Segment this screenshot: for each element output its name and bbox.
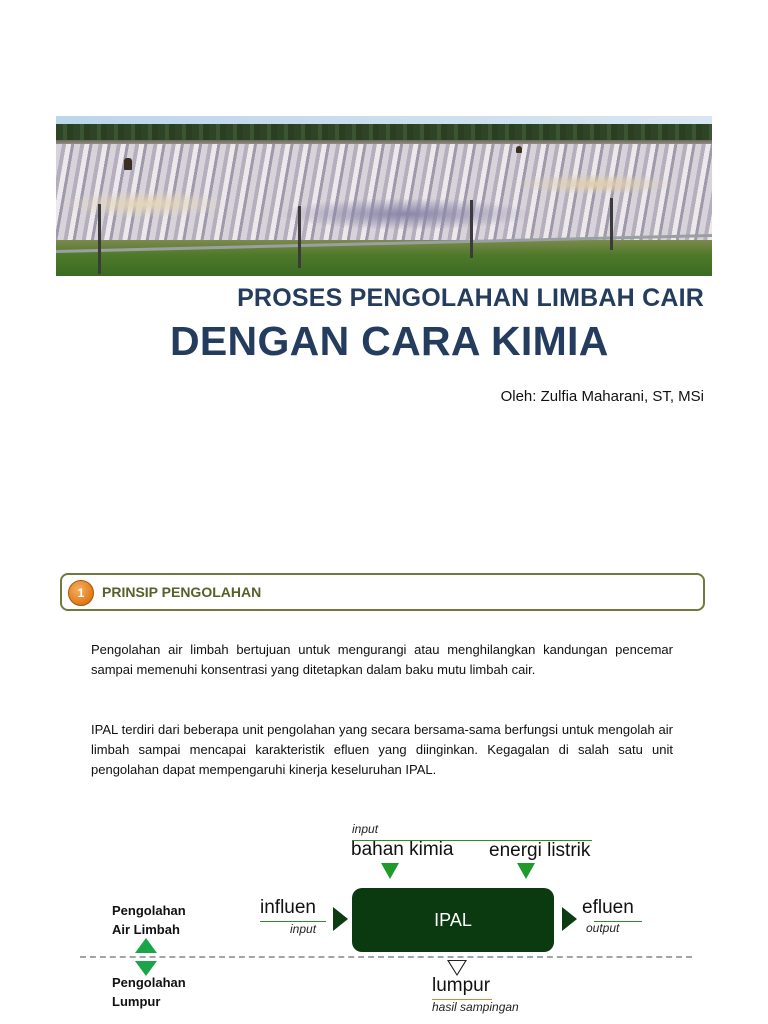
paragraph-ipal: IPAL terdiri dari beberapa unit pengolahan yang secara bersama-sama berfungsi untuk mengolah air limbah sampai mencapai karakteristik efluen yang diinginkan. Kegagalan di salah satu unit pengolahan dapat mempengaruhi kinerja keseluruhan IPAL. [91,722,673,777]
header-photo-wastewater-pond [56,116,712,276]
ipal-process-diagram [0,810,768,1024]
section-title: PRINSIP PENGOLAHAN [102,584,262,600]
diagram-input-label: input [352,822,379,836]
left-label-sludge [112,973,186,1011]
title-line-2: DENGAN CARA KIMIA [170,318,609,364]
efluen-sub-label: output [586,921,620,935]
photo-worker [124,158,132,170]
photo-pond-surface [56,144,712,240]
lumpur-label: lumpur [432,975,491,996]
lumpur-sub-label: hasil sampingan [432,1000,519,1014]
ipal-box: IPAL [352,888,554,952]
left-label-sludge-line2: Lumpur [112,994,161,1009]
lumpur-arrow-icon-fill [449,961,465,974]
left-label-sludge-line1: Pengolahan [112,975,186,990]
efluen-label: efluen [582,897,634,918]
up-arrow-icon [135,938,157,953]
photo-fence-post [298,206,301,268]
section-number-badge: 1 [68,580,94,606]
left-label-wastewater-line2: Air Limbah [112,922,180,937]
energi-listrik-arrow-icon [517,863,535,879]
title-line-1: PROSES PENGOLAHAN LIMBAH CAIR [237,284,704,312]
influen-sub-label: input [290,922,317,936]
photo-fence-post [470,200,473,258]
photo-grass [56,240,712,276]
photo-fence-post [98,204,101,274]
divider-dashed-line [80,956,692,958]
influen-label: influen [260,897,316,918]
efluen-arrow-icon [562,907,577,931]
photo-fence-post [610,198,613,250]
bahan-kimia-arrow-icon [381,863,399,879]
left-label-wastewater [112,901,186,939]
author-line: Oleh: Zulfia Maharani, ST, MSi [500,388,704,405]
bahan-kimia-label: bahan kimia [351,839,454,860]
paragraph-purpose: Pengolahan air limbah bertujuan untuk mengurangi atau menghilangkan kandungan pencemar sampai memenuhi konsentrasi yang ditetapkan dalam baku mutu limbah cair. [91,642,673,677]
section-header-box [60,573,705,611]
photo-worker [516,146,522,153]
left-label-wastewater-line1: Pengolahan [112,903,186,918]
photo-treeline [56,124,712,140]
energi-listrik-label: energi listrik [489,840,591,861]
influen-arrow-icon [333,907,348,931]
